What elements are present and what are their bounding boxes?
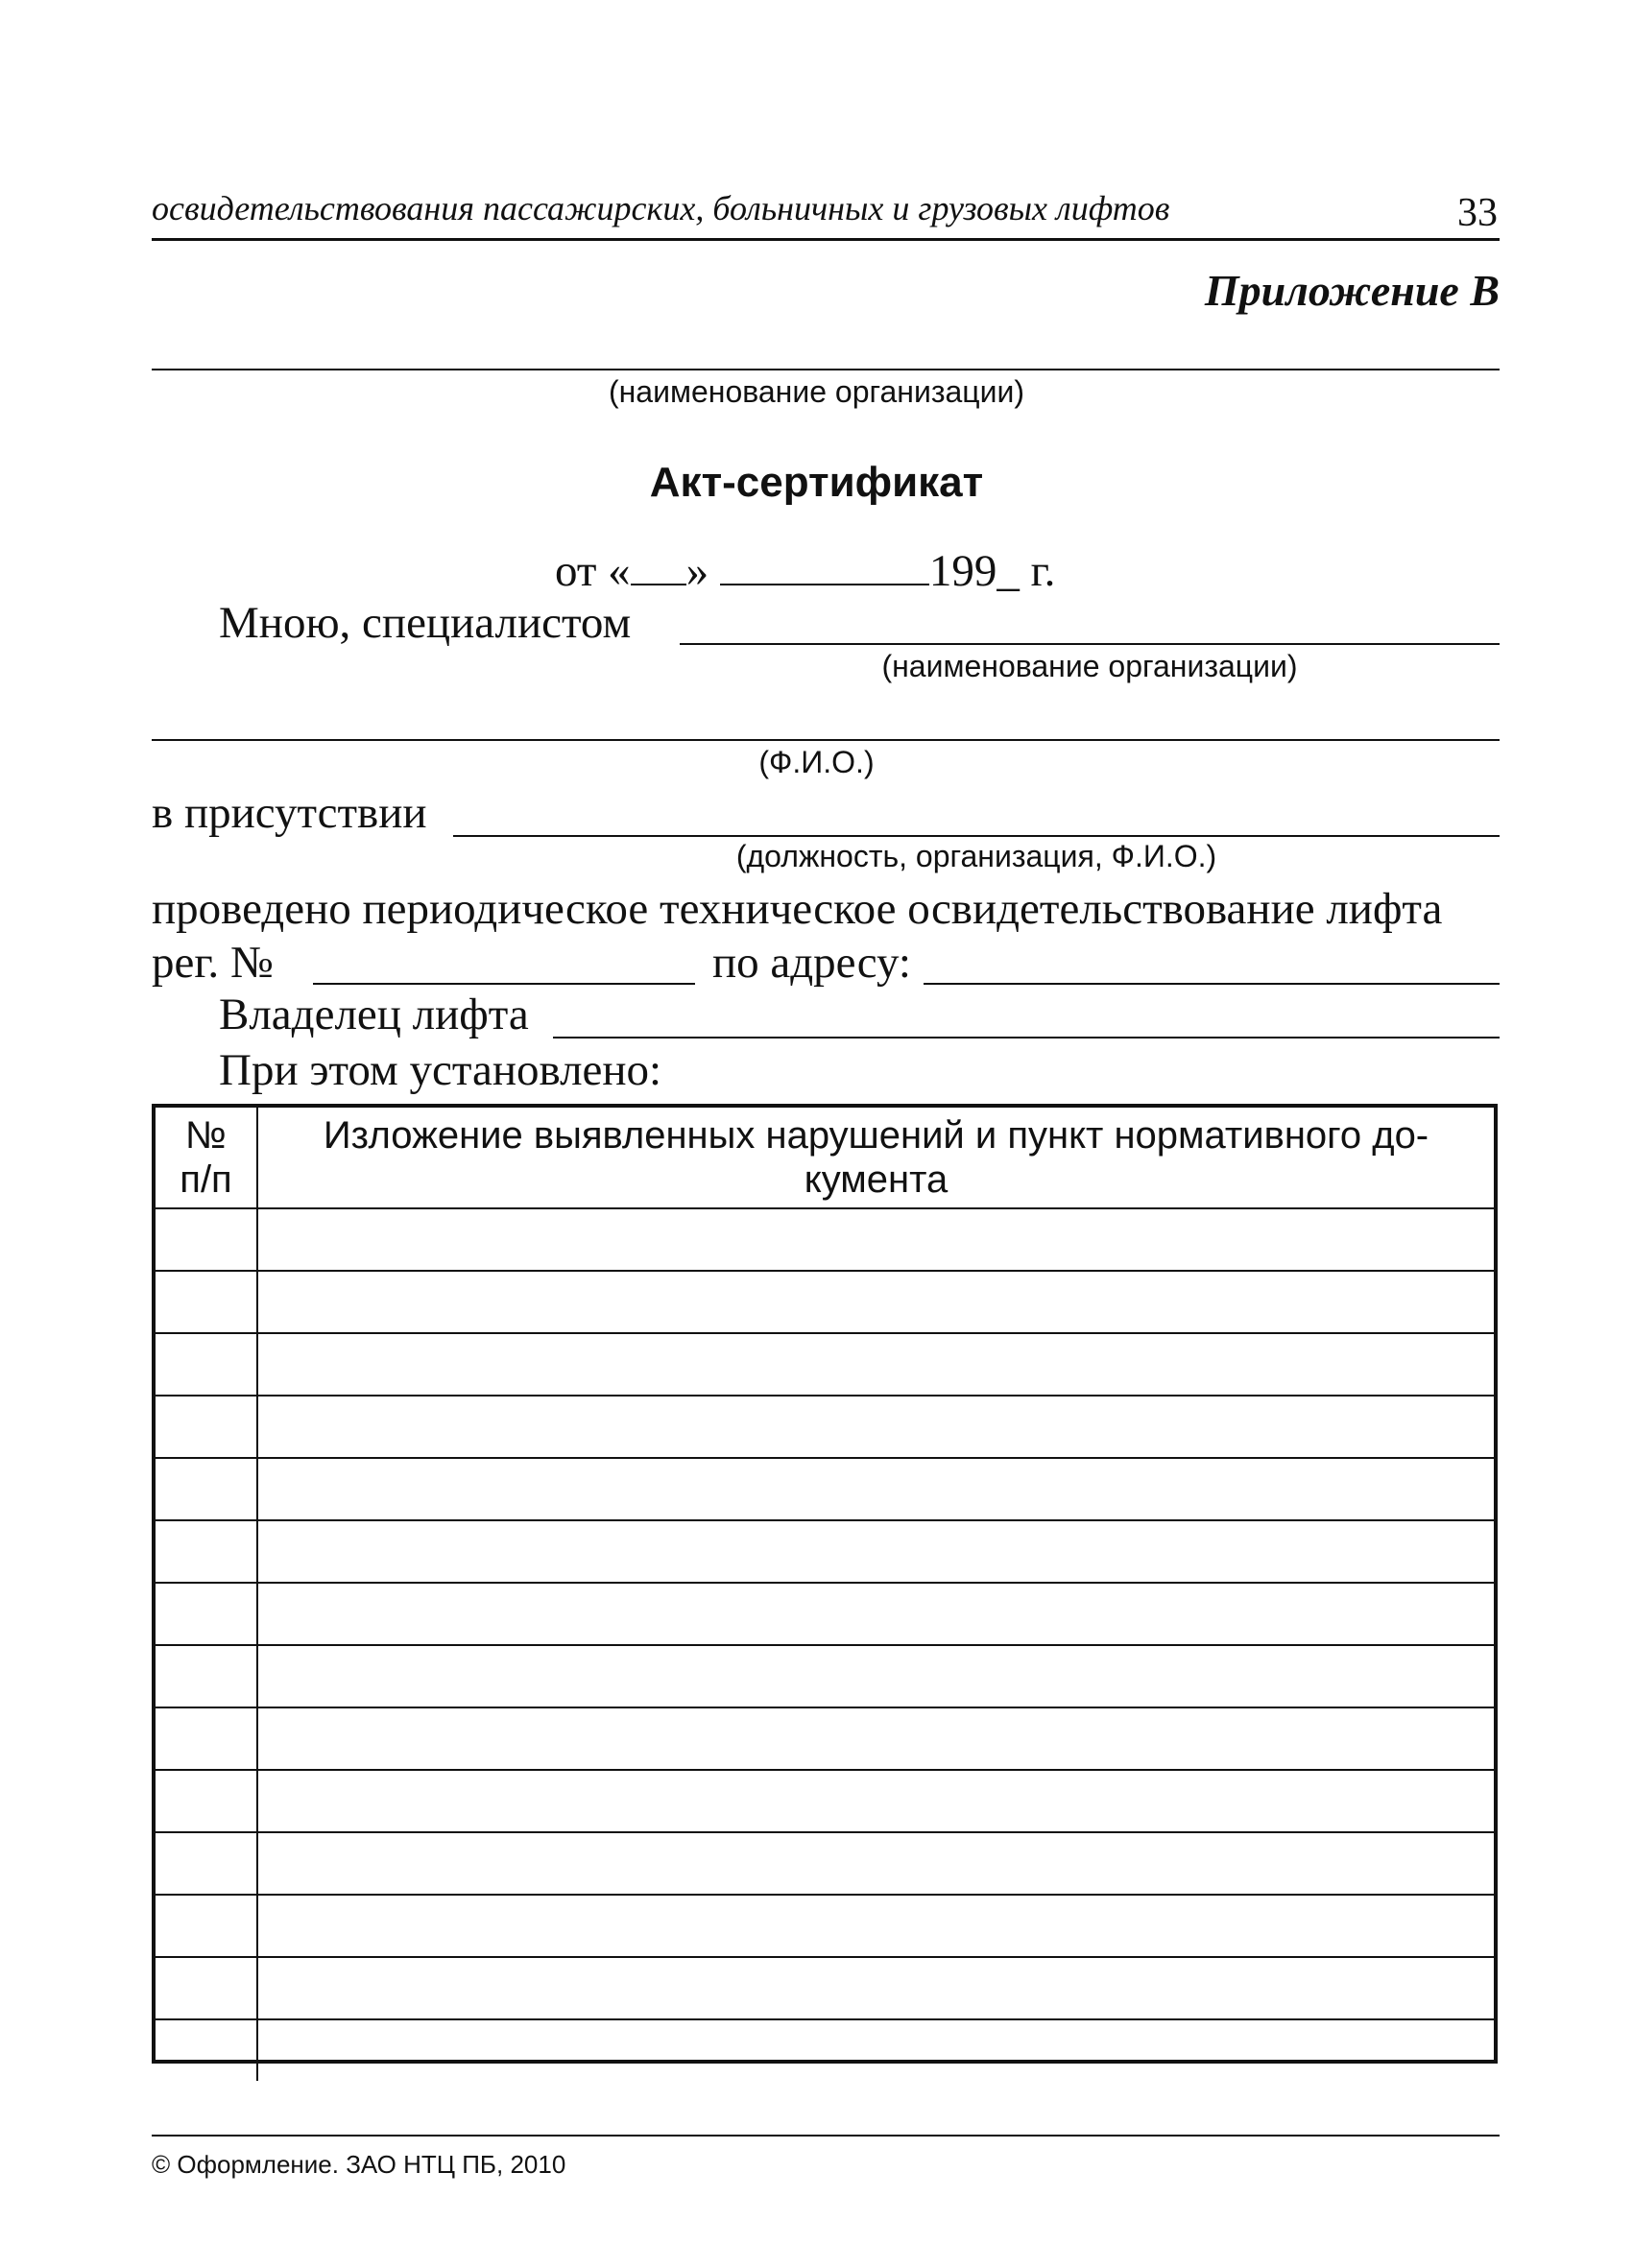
table-row	[156, 1645, 1494, 1707]
row-description-cell[interactable]	[257, 1271, 1494, 1333]
specialist-organization-line[interactable]	[680, 643, 1500, 645]
row-description-cell[interactable]	[257, 1520, 1494, 1583]
date-line	[555, 545, 1055, 597]
row-description-cell[interactable]	[257, 1458, 1494, 1520]
column-header-violations: Изложение выявленных нарушений и пункт нормативного до- кумента	[257, 1108, 1494, 1208]
row-description-cell[interactable]	[257, 2019, 1494, 2081]
organization-name-line[interactable]	[152, 369, 1500, 370]
row-description-cell[interactable]	[257, 1832, 1494, 1895]
table-row	[156, 1396, 1494, 1458]
row-number-cell[interactable]	[156, 1957, 257, 2019]
specialist-organization-caption: (наименование организации)	[881, 649, 1298, 683]
owner-line[interactable]	[553, 1037, 1500, 1039]
document-title: Акт-сертификат	[649, 459, 984, 506]
reg-label: рег. №	[152, 938, 274, 988]
column-header-number: № п/п	[156, 1108, 257, 1208]
running-header: освидетельствования пассажирских, больничных и грузовых лифтов	[152, 189, 1170, 227]
row-description-cell[interactable]	[257, 1208, 1494, 1271]
table-row	[156, 1583, 1494, 1645]
row-number-cell[interactable]	[156, 1583, 257, 1645]
row-description-cell[interactable]	[257, 1770, 1494, 1832]
date-day-blank[interactable]	[631, 545, 686, 585]
row-description-cell[interactable]	[257, 1583, 1494, 1645]
footer-rule	[152, 2135, 1500, 2137]
row-number-cell[interactable]	[156, 1208, 257, 1271]
owner-label: Владелец лифта	[219, 990, 529, 1039]
row-description-cell[interactable]	[257, 1707, 1494, 1770]
address-label: по адресу:	[712, 938, 911, 988]
date-year: 199_ г.	[928, 546, 1056, 596]
header-rule	[152, 238, 1500, 241]
date-prefix: от «	[555, 546, 631, 596]
address-line[interactable]	[924, 983, 1500, 985]
organization-caption: (наименование организации)	[608, 374, 1025, 409]
row-description-cell[interactable]	[257, 1645, 1494, 1707]
table-header-row	[156, 1108, 1494, 1208]
fio-caption: (Ф.И.О.)	[758, 745, 875, 779]
appendix-label: Приложение В	[1204, 266, 1500, 315]
date-mid: »	[685, 546, 709, 596]
row-number-cell[interactable]	[156, 1832, 257, 1895]
row-number-cell[interactable]	[156, 1645, 257, 1707]
presence-label: в присутствии	[152, 788, 427, 838]
table-row	[156, 1707, 1494, 1770]
table-row	[156, 1458, 1494, 1520]
row-number-cell[interactable]	[156, 1333, 257, 1396]
presence-line[interactable]	[453, 835, 1500, 837]
table-row	[156, 1333, 1494, 1396]
fio-line[interactable]	[152, 739, 1500, 741]
established-label: При этом установлено:	[219, 1045, 662, 1095]
table-row	[156, 1520, 1494, 1583]
table-row	[156, 1832, 1494, 1895]
footer-copyright: © Оформление. ЗАО НТЦ ПБ, 2010	[152, 2150, 566, 2179]
specialist-label: Мною, специалистом	[219, 598, 632, 648]
row-number-cell[interactable]	[156, 1770, 257, 1832]
violations-table	[152, 1104, 1498, 2064]
row-number-cell[interactable]	[156, 1458, 257, 1520]
row-number-cell[interactable]	[156, 1271, 257, 1333]
inspection-text: проведено периодическое техническое освидетельствование лифта	[152, 884, 1443, 934]
page-number: 33	[1457, 191, 1498, 235]
reg-number-line[interactable]	[313, 983, 695, 985]
row-description-cell[interactable]	[257, 1895, 1494, 1957]
table-row	[156, 1770, 1494, 1832]
row-number-cell[interactable]	[156, 1520, 257, 1583]
table-row	[156, 1271, 1494, 1333]
row-number-cell[interactable]	[156, 1396, 257, 1458]
table-row	[156, 1208, 1494, 1271]
table-row	[156, 2019, 1494, 2081]
table-row	[156, 1957, 1494, 2019]
row-number-cell[interactable]	[156, 1895, 257, 1957]
row-description-cell[interactable]	[257, 1396, 1494, 1458]
presence-caption: (должность, организация, Ф.И.О.)	[735, 839, 1217, 873]
row-number-cell[interactable]	[156, 1707, 257, 1770]
row-description-cell[interactable]	[257, 1957, 1494, 2019]
table-row	[156, 1895, 1494, 1957]
row-number-cell[interactable]	[156, 2019, 257, 2081]
date-month-blank[interactable]	[720, 545, 929, 585]
row-description-cell[interactable]	[257, 1333, 1494, 1396]
